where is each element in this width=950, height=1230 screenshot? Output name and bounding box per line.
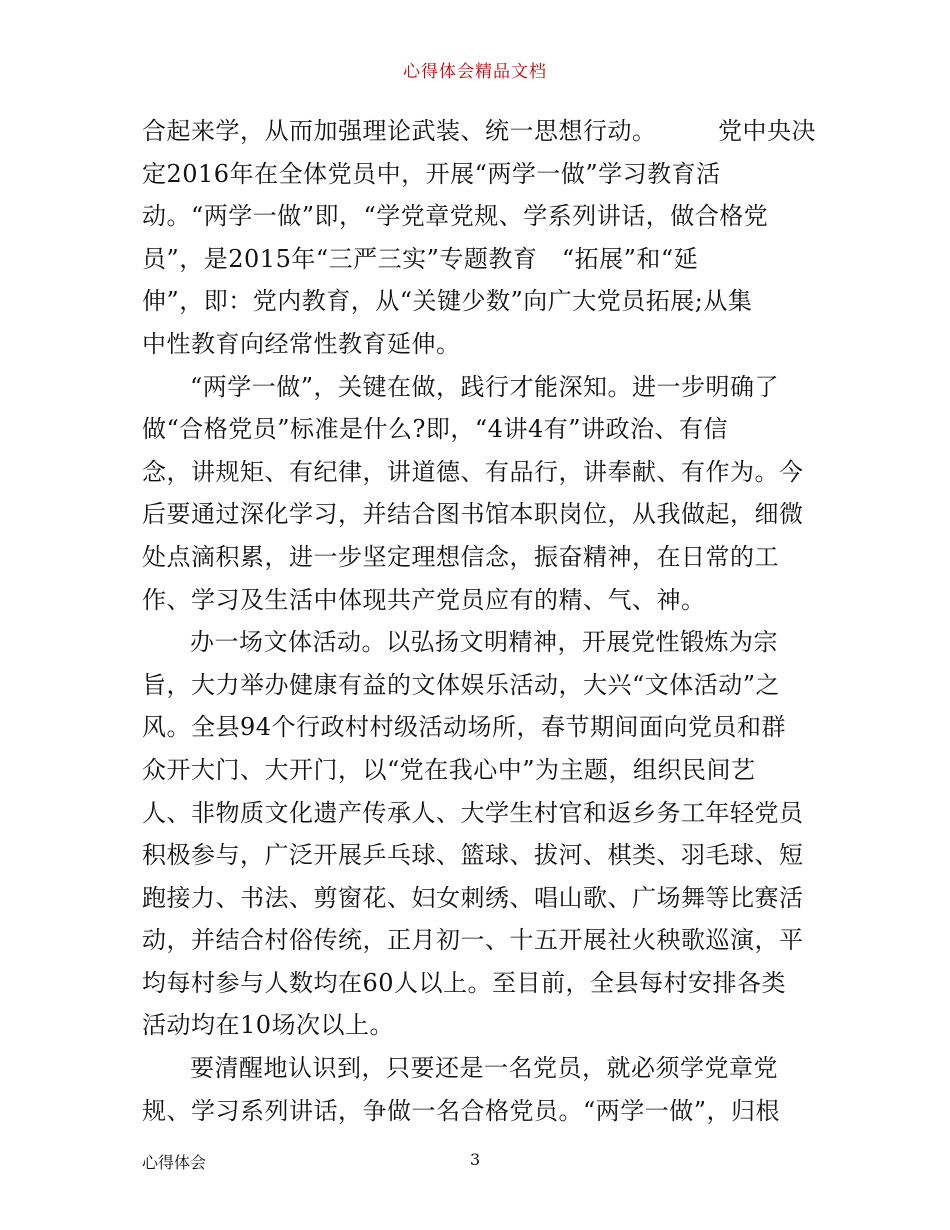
text-line: 风。全县94个行政村村级活动场所，春节期间面向党员和群 xyxy=(142,713,787,742)
document-footer xyxy=(142,1150,812,1174)
document-body xyxy=(142,110,816,1132)
text-line: 合起来学，从而加强理论武装、统一思想行动。 党中央决 xyxy=(142,117,816,145)
text-line: 后要通过深化学习，并结合图书馆本职岗位，从我做起，细微 xyxy=(142,500,804,529)
text-line: 跑接力、书法、剪窗花、妇女刺绣、唱山歌、广场舞等比赛活 xyxy=(142,883,804,912)
text-line: 中性教育向经常性教育延伸。 xyxy=(142,329,461,358)
page-number: 3 xyxy=(470,1150,481,1169)
text-line: 动，并结合村俗传统，正月初一、十五开展社火秧歌巡演，平 xyxy=(142,926,804,955)
text-line: 积极参与，广泛开展乒乓球、篮球、拔河、棋类、羽毛球、短 xyxy=(142,841,804,870)
text-line: 旨，大力举办健康有益的文体娱乐活动，大兴“文体活动”之 xyxy=(142,670,781,699)
text-line: 均每村参与人数均在60人以上。至目前，全县每村安排各类 xyxy=(142,968,787,997)
text-line: 做“合格党员”标准是什么?即，“4讲4有”讲政治、有信 xyxy=(142,415,728,444)
text-line: 处点滴积累，进一步坚定理想信念，振奋精神，在日常的工 xyxy=(142,542,779,571)
text-line: 作、学习及生活中体现共产党员应有的精、气、神。 xyxy=(142,585,706,614)
text-line: 定2016年在全体党员中，开展“两学一做”学习教育活 xyxy=(142,159,721,188)
text-line: 念，讲规矩、有纪律，讲道德、有品行，讲奉献、有作为。今 xyxy=(142,457,804,486)
text-line: 要清醒地认识到，只要还是一名党员，就必须学党章党 xyxy=(190,1054,778,1083)
footer-label: 心得体会 xyxy=(142,1153,207,1172)
text-line: “两学一做”，关键在做，践行才能深知。进一步明确了 xyxy=(190,372,780,401)
document-header-title: 心得体会精品文档 xyxy=(403,62,547,82)
text-line: 员”，是2015年“三严三实”专题教育 “拓展”和“延 xyxy=(142,244,699,273)
text-line: 人、非物质文化遗产传承人、大学生村官和返乡务工年轻党员 xyxy=(142,798,804,827)
text-line: 活动均在10场次以上。 xyxy=(142,1011,395,1040)
text-line: 规、学习系列讲话，争做一名合格党员。“两学一做”，归根 xyxy=(142,1096,781,1125)
text-line: 伸”，即：党内教育，从“关键少数”向广大党员拓展;从集 xyxy=(142,287,753,316)
text-line: 办一场文体活动。以弘扬文明精神，开展党性锻炼为宗 xyxy=(190,628,778,657)
text-line: 动。“两学一做”即，“学党章党规、学系列讲话，做合格党 xyxy=(142,202,769,231)
text-line: 众开大门、大开门，以“党在我心中”为主题，组织民间艺 xyxy=(142,755,756,784)
